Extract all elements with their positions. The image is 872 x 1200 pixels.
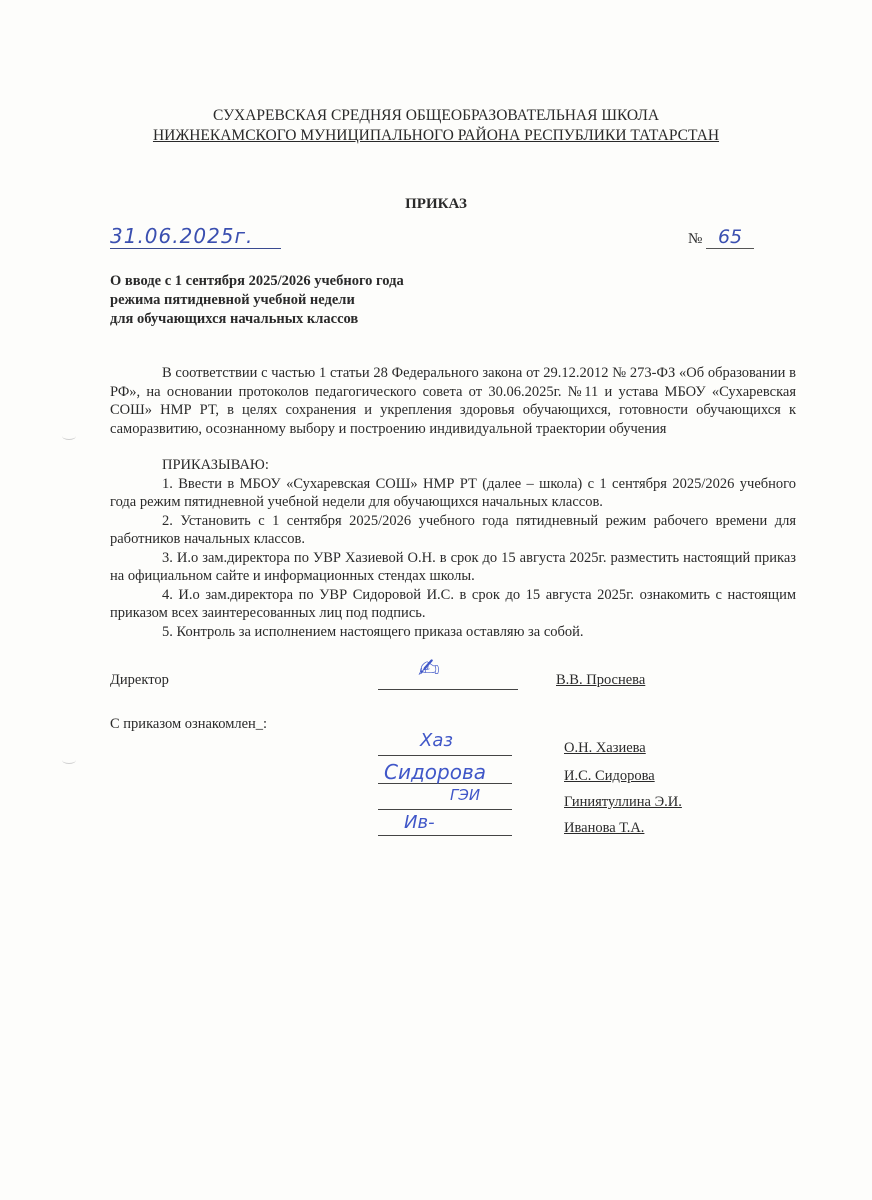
signature-giniyatullina: ГЭИ: [450, 786, 481, 804]
order-section: [110, 456, 796, 641]
handwritten-date: 31.06.2025г.: [110, 224, 281, 249]
subject-line: О вводе с 1 сентября 2025/2026 учебного года: [110, 273, 404, 289]
signature-khazieva: Хаз: [420, 730, 453, 751]
signature-line: [378, 834, 512, 836]
subject-line: для обучающихся начальных классов: [110, 311, 359, 327]
school-name-line1: СУХАРЕВСКАЯ СРЕДНЯЯ ОБЩЕОБРАЗОВАТЕЛЬНАЯ ШКОЛА: [212, 107, 660, 124]
subject-line: режима пятидневной учебной недели: [110, 292, 355, 308]
scan-mark: [62, 432, 76, 440]
person-name: Иванова Т.А.: [564, 820, 645, 836]
number-label: №: [688, 231, 703, 247]
order-item: 2. Установить с 1 сентября 2025/2026 учебного года пятидневный режим рабочего времени для работников начальных классов.: [110, 512, 796, 547]
director-name: В.В. Проснева: [556, 672, 646, 688]
order-number: [688, 226, 754, 249]
scan-mark: [62, 756, 76, 764]
order-item: 3. И.о зам.директора по УВР Хазиевой О.Н. в срок до 15 августа 2025г. разместить настоящий приказ на официальном сайте и информационных стендах школы.: [110, 549, 796, 584]
person-name: И.С. Сидорова: [564, 768, 655, 784]
order-item: 1. Ввести в МБОУ «Сухаревская СОШ» НМР РТ (далее – школа) с 1 сентября 2025/2026 учебного года режим пятидневной учебной недели для обучающихся начальных классов.: [110, 475, 796, 510]
document-title: ПРИКАЗ: [405, 196, 467, 212]
school-name-line2: НИЖНЕКАМСКОГО МУНИЦИПАЛЬНОГО РАЙОНА РЕСПУБЛИКИ ТАТАРСТАН: [152, 127, 720, 144]
signature-line: [378, 754, 512, 756]
person-name: Гиниятуллина Э.И.: [564, 794, 682, 810]
order-subject: [110, 272, 404, 329]
number-value: 65: [706, 226, 754, 249]
order-item: 5. Контроль за исполнением настоящего приказа оставляю за собой.: [162, 623, 584, 640]
order-item: 4. И.о зам.директора по УВР Сидоровой И.С. в срок до 15 августа 2025г. ознакомить с настоящим приказом всех заинтересованных лиц под подпись.: [110, 586, 796, 621]
person-name: О.Н. Хазиева: [564, 740, 646, 756]
preamble-paragraph: В соответствии с частью 1 статьи 28 Федерального закона от 29.12.2012 № 273-ФЗ «Об образовании в РФ», на основании протоколов педагогического совета от 30.06.2025г. №11 и устава МБОУ «Сухаревская СОШ» НМР РТ, в целях сохранения и укрепления здоровья обучающихся, готовности обучающихся к саморазвитию, осознанному выбору и построению индивидуальной траектории обучения: [110, 365, 796, 437]
director-signature: ✍: [418, 654, 440, 684]
signature-sidorova: Сидорова: [384, 760, 487, 784]
signature-ivanova: Ив-: [404, 812, 435, 833]
director-label: Директор: [110, 672, 169, 688]
signature-line: [378, 808, 512, 810]
acknowledged-label: С приказом ознакомлен_:: [110, 716, 268, 732]
order-word: ПРИКАЗЫВАЮ:: [162, 457, 269, 473]
director-signature-line: [378, 688, 518, 690]
